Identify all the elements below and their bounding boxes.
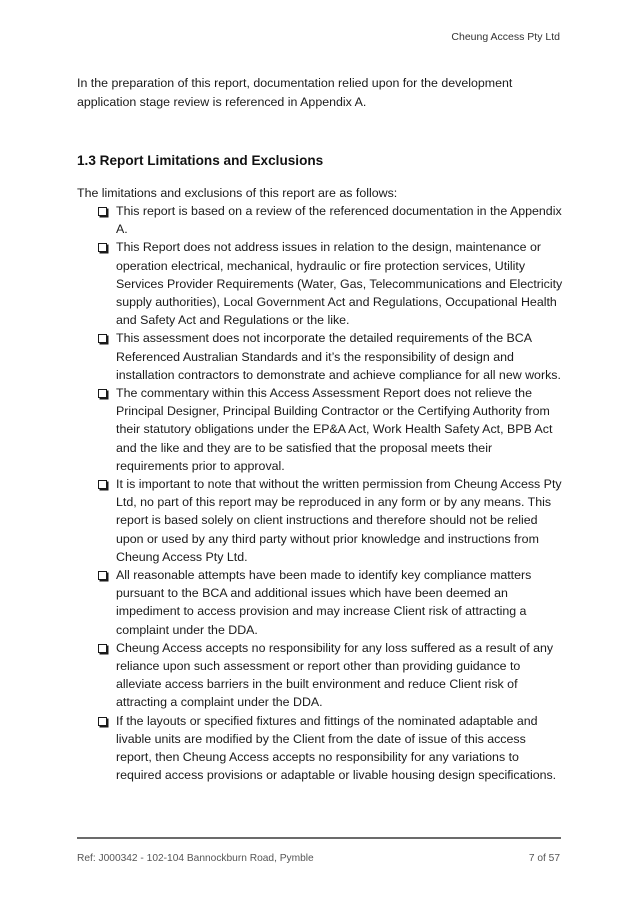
list-item-text: If the layouts or specified fixtures and fittings of the nominated adaptable and livable units are modified by the Client from the date of issue of this access report, then Cheung Access accepts no responsibility for any variations to required access provisions or adaptable or livable housing design specifications. xyxy=(116,713,557,783)
list-item-text: This report is based on a review of the referenced documentation in the Appendix A. xyxy=(116,204,562,237)
list-item-text: The commentary within this Access Assessment Report does not relieve the Principal Designer, Principal Building Contractor or the Certifying Authority from their statutory obligations under the EP&A Act, Work Health Safety Act, BPB Act and the like and they are to be satisfied that the proposal meets their requirements prior to approval. xyxy=(116,386,553,473)
list-item xyxy=(97,475,565,566)
checkbox-bullet-icon xyxy=(98,334,107,343)
footer-page-number: 7 of 57 xyxy=(528,853,560,864)
list-item xyxy=(97,202,565,238)
page-header-company: Cheung Access Pty Ltd xyxy=(451,31,560,43)
section-heading: 1.3 Report Limitations and Exclusions xyxy=(77,153,324,168)
checkbox-bullet-icon xyxy=(98,207,107,216)
checkbox-bullet-icon xyxy=(98,644,107,653)
list-item xyxy=(97,384,565,475)
footer-reference: Ref: J000342 - 102-104 Bannockburn Road, Pymble xyxy=(77,853,314,864)
list-item xyxy=(97,238,565,329)
checkbox-bullet-icon xyxy=(98,717,107,726)
section-lead: The limitations and exclusions of this report are as follows: xyxy=(77,186,398,200)
list-item xyxy=(97,566,565,639)
limitations-list xyxy=(97,202,565,785)
intro-paragraph: In the preparation of this report, documentation relied upon for the development application stage review is referenced in Appendix A. xyxy=(77,76,513,109)
footer-divider xyxy=(77,837,561,839)
checkbox-bullet-icon xyxy=(98,571,107,580)
list-item-text: This assessment does not incorporate the detailed requirements of the BCA Referenced Australian Standards and it’s the responsibility of design and installation contractors to demonstrate and achieve compliance for all new works. xyxy=(116,331,561,382)
list-item-text: It is important to note that without the written permission from Cheung Access Pty Ltd, no part of this report may be reproduced in any form or by any means. This report is based solely on client instructions and therefore should not be relied upon or used by any third party without prior knowledge and instructions from Cheung Access Pty Ltd. xyxy=(116,477,562,564)
list-item-text: Cheung Access accepts no responsibility for any loss suffered as a result of any reliance upon such assessment or report other than providing guidance to alleviate access barriers in the built environment and reduce Client risk of attracting a complaint under the DDA. xyxy=(116,640,554,710)
list-item-text: This Report does not address issues in relation to the design, maintenance or operation electrical, mechanical, hydraulic or fire protection services, Utility Services Provider Requirements (Water, Gas, Telecommunications and Electricity supply authorities), Local Government Act and Regulations, Occupational Health and Safety Act and Regulations or the like. xyxy=(116,240,563,328)
list-item xyxy=(97,712,565,785)
list-item-text: All reasonable attempts have been made to identify key compliance matters pursuant to the BCA and additional issues which have been deemed an impediment to access provision and may increase Client risk of attracting a complaint under the DDA. xyxy=(116,568,532,637)
list-item xyxy=(97,639,565,712)
checkbox-bullet-icon xyxy=(98,243,107,252)
list-item xyxy=(97,329,565,384)
checkbox-bullet-icon xyxy=(98,480,107,489)
checkbox-bullet-icon xyxy=(98,389,107,398)
